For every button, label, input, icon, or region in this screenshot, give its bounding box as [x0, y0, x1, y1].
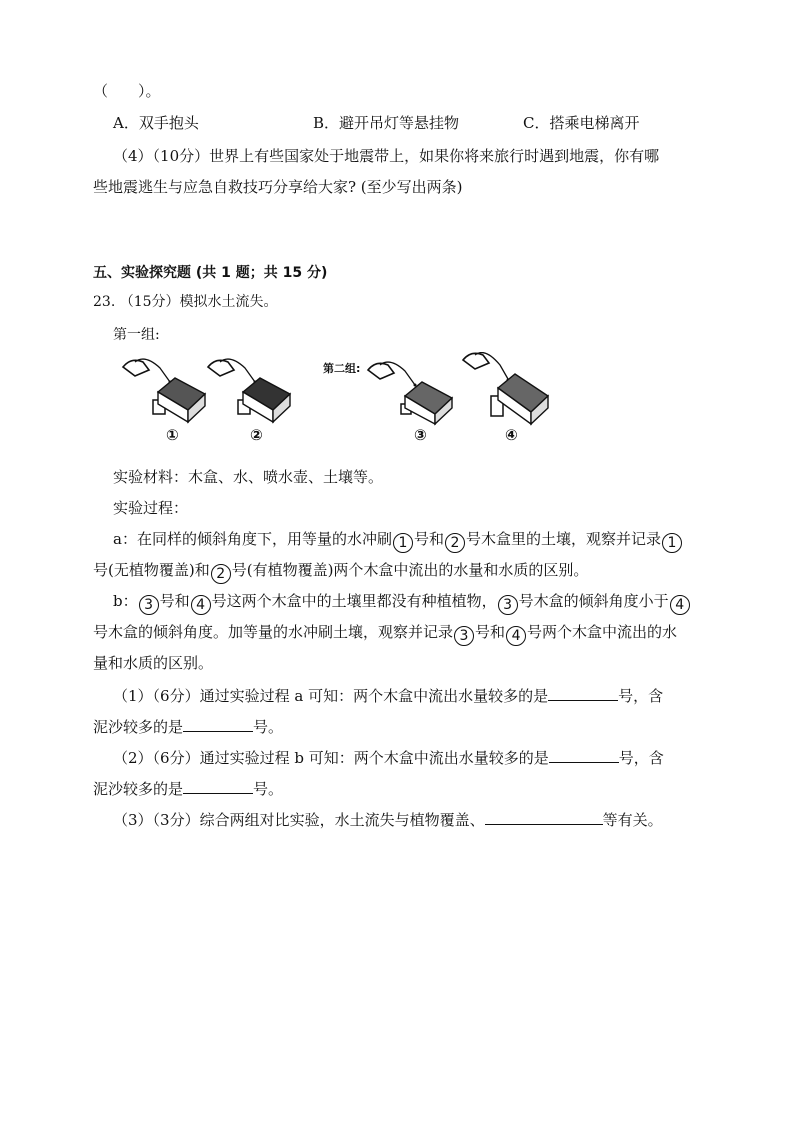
circled-number: 3: [498, 595, 518, 615]
sub1-text4: 号。: [253, 718, 284, 736]
section5-heading: 五、实验探究题 (共 1 题；共 15 分): [93, 265, 328, 281]
process-b-text5: 号木盒的倾斜角度。加等量的水冲刷土壤，观察并记录: [93, 623, 454, 641]
q22-sub4-line2: 些地震逃生与应急自救技巧分享给大家? (至少写出两条): [93, 178, 463, 196]
figure-number-4: ④: [505, 426, 518, 444]
figure-number-3: ③: [414, 426, 427, 444]
box-3-illustration: [368, 362, 452, 424]
process-b-line2: [93, 621, 677, 646]
box-1-illustration: [123, 359, 205, 422]
sub1-text3: 泥沙较多的是: [93, 718, 184, 736]
sub1-line2: [93, 715, 283, 738]
materials: 实验材料：木盒、水、喷水壶、土壤等。: [113, 468, 384, 486]
sub2-line1: [113, 746, 664, 769]
process-a-line1: [113, 528, 683, 553]
circled-number: 3: [454, 626, 474, 646]
box-2-illustration: [208, 359, 290, 422]
sub2-text3: 泥沙较多的是: [93, 780, 184, 798]
process-a-text1: a：在同样的倾斜角度下，用等量的水冲刷: [113, 530, 392, 548]
process-b-line1: [113, 590, 691, 615]
process-a-text3: 号木盒里的土壤，观察并记录: [465, 530, 661, 548]
circled-number: 2: [445, 533, 465, 553]
box-4-illustration: [463, 353, 548, 424]
circled-number: 2: [211, 564, 231, 584]
sub3-line: [113, 808, 663, 831]
answer-blank-2[interactable]: [183, 715, 253, 732]
process-b-text2: 号和: [159, 592, 190, 610]
sub2-text2: 号，含: [618, 749, 664, 767]
circled-number: 3: [139, 595, 159, 615]
q22-options: [113, 112, 713, 134]
sub1-text2: 号，含: [618, 687, 664, 705]
answer-blank-4[interactable]: [183, 777, 253, 794]
process-b-text6: 号和: [475, 623, 506, 641]
answer-blank-1[interactable]: [548, 684, 618, 701]
process-b-text3: 号这两个木盒中的土壤里都没有种植植物，: [211, 592, 497, 610]
sub3-text2: 等有关。: [602, 811, 663, 829]
group1-label: 第一组:: [113, 327, 160, 343]
sub2-text4: 号。: [253, 780, 284, 798]
sub3-text1: （3）（3分）综合两组对比实验，水土流失与植物覆盖、: [113, 811, 485, 829]
answer-blank-5[interactable]: [485, 808, 603, 825]
process-a-text2: 号和: [413, 530, 444, 548]
process-b-text4: 号木盒的倾斜角度小于: [518, 592, 669, 610]
q22-sub4-line1: （4）（10分）世界上有些国家处于地震带上，如果你将来旅行时遇到地震，你有哪: [113, 147, 660, 165]
process-a-text5: 号(有植物覆盖)两个木盒中流出的水量和水质的区别。: [231, 561, 589, 579]
option-b: B．避开吊灯等悬挂物: [313, 114, 460, 132]
q23-title: 23. （15分）模拟水土流失。: [93, 294, 278, 310]
circled-number: 4: [670, 595, 690, 615]
sub1-line1: [113, 684, 663, 707]
experiment-figure: [113, 352, 563, 447]
process-a-line2: [93, 559, 588, 584]
sub2-text1: （2）（6分）通过实验过程 b 可知：两个木盒中流出水量较多的是: [113, 749, 549, 767]
sub1-text1: （1）（6分）通过实验过程 a 可知：两个木盒中流出水量较多的是: [113, 687, 549, 705]
answer-blank-3[interactable]: [549, 746, 619, 763]
circled-number: 1: [393, 533, 413, 553]
process-label: 实验过程：: [113, 499, 189, 517]
option-c: C．搭乘电梯离开: [523, 114, 640, 132]
figure-number-2: ②: [250, 426, 263, 444]
figure-number-1: ①: [166, 426, 179, 444]
group2-label: 第二组:: [323, 362, 361, 375]
process-b-line3: 量和水质的区别。: [93, 654, 214, 672]
q22-paren: （ ）。: [93, 82, 161, 100]
option-a: A．双手抱头: [113, 114, 199, 132]
circled-number: 4: [191, 595, 211, 615]
process-b-text7: 号两个木盒中流出的水: [527, 623, 678, 641]
circled-number: 4: [506, 626, 526, 646]
process-b-text1: b：: [113, 592, 138, 610]
sub2-line2: [93, 777, 283, 800]
circled-number: 1: [662, 533, 682, 553]
process-a-text4: 号(无植物覆盖)和: [93, 561, 210, 579]
